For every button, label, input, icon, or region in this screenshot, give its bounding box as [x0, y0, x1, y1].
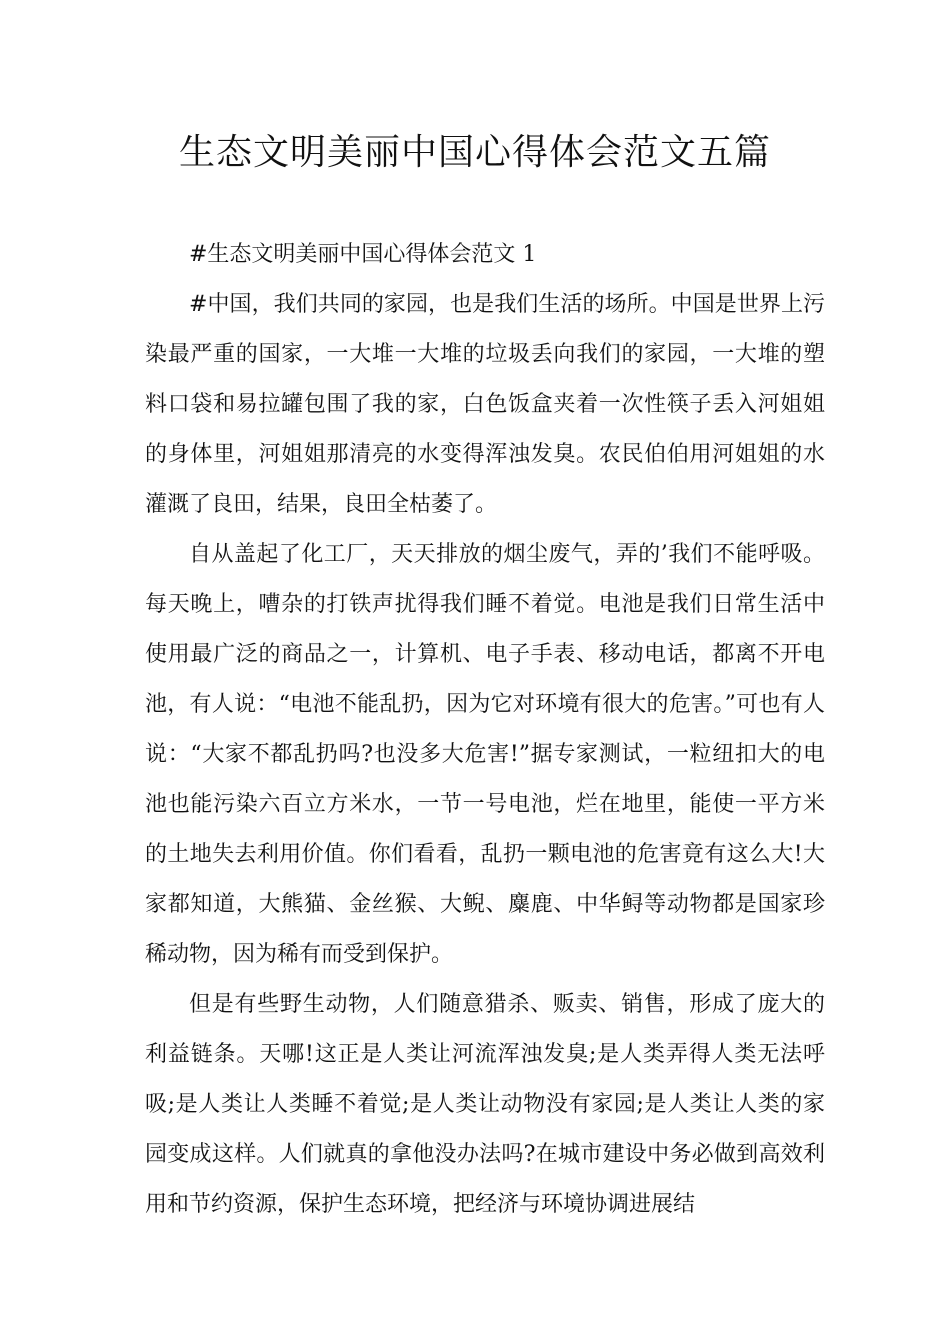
document-body	[145, 230, 825, 1230]
paragraph: #中国，我们共同的家园，也是我们生活的场所。中国是世界上污染最严重的国家，一大堆一大堆的垃圾丢向我们的家园，一大堆的塑料口袋和易拉罐包围了我的家，白色饭盒夹着一次性筷子丢入河姐姐的身体里，河姐姐那清亮的水变得浑浊发臭。农民伯伯用河姐姐的水灌溉了良田，结果，良田全枯萎了。	[145, 292, 825, 517]
paragraph: 但是有些野生动物，人们随意猎杀、贩卖、销售，形成了庞大的利益链条。天哪!这正是人类让河流浑浊发臭;是人类弄得人类无法呼吸;是人类让人类睡不着觉;是人类让动物没有家园;是人类让人类的家园变成这样。人们就真的拿他没办法吗?在城市建设中务必做到高效利用和节约资源，保护生态环境，把经济与环境协调进展结	[145, 992, 825, 1217]
section-heading: #生态文明美丽中国心得体会范文 1	[189, 242, 537, 267]
paragraph: 自从盖起了化工厂，天天排放的烟尘废气，弄的’我们不能呼吸。每天晚上，嘈杂的打铁声扰得我们睡不着觉。电池是我们日常生活中使用最广泛的商品之一，计算机、电子手表、移动电话，都离不开电池，有人说：“电池不能乱扔，因为它对环境有很大的危害。”可也有人说：“大家不都乱扔吗?也没多大危害!”据专家测试，一粒纽扣大的电池也能污染六百立方米水，一节一号电池，烂在地里，能使一平方米的土地失去利用价值。你们看看，乱扔一颗电池的危害竟有这么大!大家都知道，大熊猫、金丝猴、大鲵、麋鹿、中华鲟等动物都是国家珍稀动物，因为稀有而受到保护。	[145, 542, 825, 967]
document-title: 生态文明美丽中国心得体会范文五篇	[178, 132, 771, 173]
